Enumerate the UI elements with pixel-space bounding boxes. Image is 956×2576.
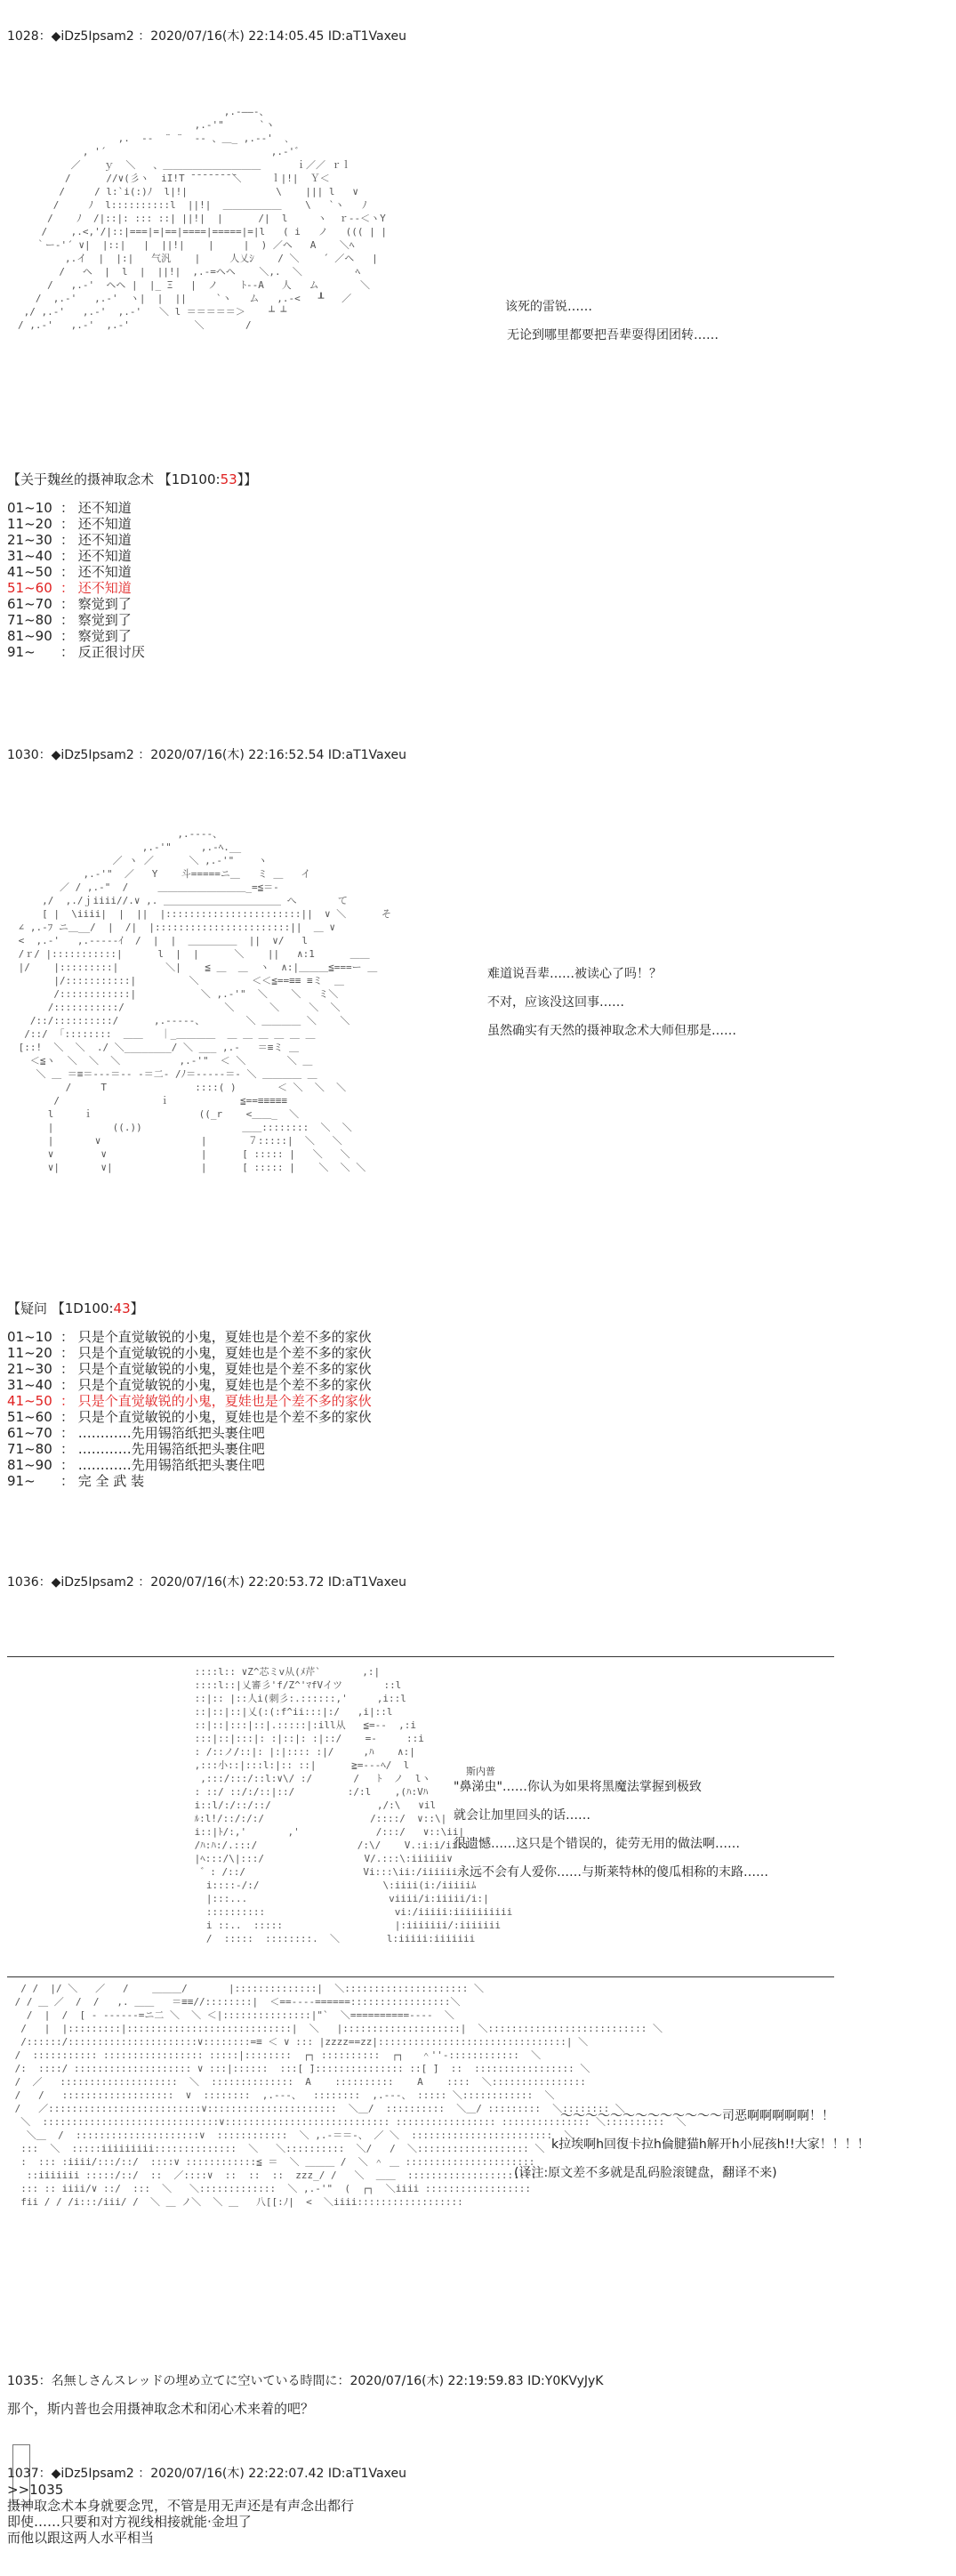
dice-row-hit: 51~60 ： 还不知道 xyxy=(7,580,132,596)
dice-row: 91~ ： 反正很讨厌 xyxy=(7,644,145,660)
dice-row: 81~90 ： …………先用锡箔纸把头裹住吧 xyxy=(7,1457,265,1473)
dice-row: 21~30 ： 只是个直觉敏锐的小鬼，夏娃也是个差不多的家伙 xyxy=(7,1361,372,1377)
divider xyxy=(7,1976,834,1977)
dialog-line: "鼻涕虫"……你认为如果将黑魔法掌握到极致 xyxy=(454,1780,702,1794)
dice-row-hit: 41~50 ： 只是个直觉敏锐的小鬼，夏娃也是个差不多的家伙 xyxy=(7,1393,372,1409)
dice-result: 43 xyxy=(113,1300,131,1316)
dialog-line: 难道说吾辈……被读心了吗！？ xyxy=(487,967,662,981)
dice-row: 71~80 ： 察觉到了 xyxy=(7,612,132,628)
ascii-art-character: ::::l:: ∨Z^芯ミv从(ﾒ芹` ,:| ::::l::|乂審彡'f/Z^'ﾏfVイツ ::l ::|:: |::人i(刺彡:.::::::,' ,i::l ::|::|::|乂(:(:f^ii:::|:/ ,i|::l ::|::|:::|::|.:::::|:ill从 ≦=-‐ ,:i :::|::|:::|: :|::|: :|::/ =‐ ::i : /::ノ/::|: |:|:::: :|/ ,ﾊ ∧:| ,:::小::|:::l:|:: ::| ≧=-‐-ﾍ/ l ,:::/:::/::l:∨\/ :/ / ﾄ ノ lヽ : ::/ ::/:/::|::/ :/:l ,(ﾊ:Vﾊ i::l/:/::/::/ ,/:\ ∨il ﾙ:l!/::/:/:/ /::::/ ∨::\| i::|ﾄ/:,' ,' /:::/ ∨::\ii| /ﾊ:ﾊ:/.:::/ /:\/ V.:i:i/ii:i |ﾍ:::/\|:::/ V/.:::\:iiiiii∨ ゛: /::/ Vi:::\ii:/iiiiii i::::-/:/ \:iiii(i:/iiiiiﾑ |:::... viiii/i:iiiii/i:| :::::::::: vi:/iiiii:iiiiiiiiii i ::.. ::::: |:iiiiiii/:iiiiiii / ::::: ::::::::. ＼ l:iiiii:iiiiiii xyxy=(194,1666,513,1944)
translator-note: (译注:原文差不多就是乱码脸滚键盘，翻译不来) xyxy=(514,2166,777,2180)
dice-roll-block xyxy=(7,1300,372,1489)
dice-row: 01~10 ： 还不知道 xyxy=(7,500,132,516)
dice-row: 71~80 ： …………先用锡箔纸把头裹住吧 xyxy=(7,1441,265,1457)
dialog-box xyxy=(514,2106,870,2192)
dialog-line: ～～～～～～～～～～～～～司恶啊啊啊啊啊！！ xyxy=(560,2109,834,2123)
dialog-line: k拉埃啊h回復卡拉h倫腱猫h解开h小屁孩h!!大家！！！！ xyxy=(551,2137,870,2152)
post-header: 1035：名無しさんスレッドの埋め立てに空いている時間に：2020/07/16(木) 22:19:59.83 ID:Y0KVyJyK xyxy=(7,2374,604,2388)
dice-row: 31~40 ： 还不知道 xyxy=(7,548,132,564)
reader-comment: 那个，斯内普也会用摄神取念术和闭心术来着的吧？ xyxy=(7,2401,315,2417)
dice-row: 11~20 ： 只是个直觉敏锐的小鬼，夏娃也是个差不多的家伙 xyxy=(7,1345,372,1361)
dice-row: 41~50 ： 还不知道 xyxy=(7,564,132,580)
post-line: 摄神取念术本身就要念咒，不管是用无声还是有声念出都行 xyxy=(7,2498,355,2514)
dice-title: 【疑问 【1D100:43】 xyxy=(7,1300,144,1316)
ascii-art-character: / / |/ ＼ ／ / ＿＿＿/ |::::::::::::::| ＼::::::::::::::::::::: ＼ / / ＿ ／ / / ,. ＿＿ ＝≡≡//::::::::| ＜==‐‐‐-======:::::::::::::::::＼ / | / [ ‐ ‐‐‐‐‐-=ニ二 ＼ ＼ ＜|:::::::::::::::|"` ＼==========‐‐‐- ＼ / | |:::::::::|::::::::::::::::::::::::::::| ＼ |::::::::::::::::::::| ＼::::::::::::::::::::::::::: ＼ /::::::/::::::::::::::::::::::∨::::::::=≡ ＜ ∨ ::: |zzzz==zz|::::::::::::::::::::::::::::::::| ＼ / ::::::::::: ::::::::::::::::: :::::|:::::::: ┌┐ :::::::::: ┌┐ ＾''-:::::::::::: ＼ /: ::::/ :::::::::::::::::::: ∨ :::|:::::: :::[ ̄]::::::::::::::: ::[ ̄] :: ::::::::::::::::: ＼ / ／ :::::::::::::::::::: ＼ :::::::::::::: A :::::::::: A :::: ＼:::::::::::::::: / / ::::::::::::::::::: ∨ :::::::: ,.-‐-、 :::::::: ,.-‐-、 ::::: ＼:::::::::::: ＼ / ／::::::::::::::::::::::::::∨:::::::::::::::::::::: ＼＿/ :::::::::: ＼＿/ ::::::::: ＼:::::::: ＼ ＼ ::::::::::::::::::::::::::::::∨:::::::::::::::::::::::::::: ::::::::::::::::: ::::::::::::::: ＼:::::::::: ＼ ＼＿ / :::::::::::::::::::::∨ :::::::::::: ＼ ,.-＝＝-、 ／ ＼ :::::::::::::::::::::::: ＼ ::: ＼ :::::iiiiiiiii:::::::::::::: ＼ ＼:::::::::: ＼/ / ＼::::::::::::::::::: ＼ : ::: :iiii/:::/::/ ::::∨ ::::::::::::≦ ＝ ＼ ＿＿＿ / ＼ ＾ ＿ :::::::::::::::::::::: ::iiiiiii :::::/::/ :: ／::::∨ :: :: :: zzz_/ / ＼ ＿＿ :::::::::::::::::::::: ::: :: iiii/∨ ::/ ::: ＼ ＼::::::::::::: ＼ ,.-'" ( ┌┐ ＼iiii :::::::::::::::::: fii / / /i:::/iii/ / ＼ ＿ ノ＼ ＼ ＿ 八[[:ﾉ| < ＼iiii:::::::::::::::::: xyxy=(14,1983,687,2208)
dice-row: 61~70 ： 察觉到了 xyxy=(7,596,132,612)
dice-row: 81~90 ： 察觉到了 xyxy=(7,628,132,644)
dialog-line: 不对，应该没这回事…… xyxy=(487,995,624,1010)
dialog-line: 无论到哪里都要把吾辈耍得团团转…… xyxy=(507,328,719,342)
reply-reference[interactable]: >>1035 xyxy=(7,2482,64,2498)
dice-title: 【关于魏丝的摄神取念术 【1D100:53】】 xyxy=(7,471,258,487)
dialog-line: 该死的雷锐…… xyxy=(505,300,592,314)
dice-row: 51~60 ： 只是个直觉敏锐的小鬼，夏娃也是个差不多的家伙 xyxy=(7,1409,372,1425)
dice-row: 61~70 ： …………先用锡箔纸把头裹住吧 xyxy=(7,1425,265,1441)
post-body xyxy=(7,2498,354,2546)
dialog-box xyxy=(487,964,736,1050)
post-header: 1028：◆iDz5Ipsam2 ：2020/07/16(木) 22:14:05.45 ID:aT1Vaxeu xyxy=(7,29,406,44)
dice-roll-block xyxy=(7,471,257,660)
post-header: 1030：◆iDz5Ipsam2 ：2020/07/16(木) 22:16:52.54 ID:aT1Vaxeu xyxy=(7,748,406,762)
post-header: 1037：◆iDz5Ipsam2 ：2020/07/16(木) 22:22:07.42 ID:aT1Vaxeu xyxy=(7,2467,406,2481)
ascii-art-character: ,.-——-、 ,.-'" `ヽ ,. -‐ ¨ ¨ ‐- 、＿_ ,.-‐' ､ , '´ ,.-'゛ ／ ｙ ＼ 、＿＿＿＿＿＿＿＿＿＿ ｉ／／ ｒｌ / //∨(彡ヽ iI!T ̄ ̄ ̄ ̄ ̄ ̄ ̄ ̄＼ ｌ|!| Ｙ＜ / / l:`i(:)ﾉ l|!| \ ||| l ∨ / ﾉ l::::::::::l ||!| ＿＿＿＿＿＿ \ `ヽ ﾉ / ﾉ /|::|: ::: ::| ||!| | /| l ヽ ｒ‐‐＜ヽY / ,.<,'/|::|===|=|==|====|=====|=|l ( i ノ ((( | | ｀ー‐'´ ∨| |::| | ||!| | | ) ／ヘ A ＼ﾍ ,.イ | |:| 气汎 | 人乂ｼ / ＼ ´ ／ヘ | / ヘ | l | ||!| ,.-=ヘヘ ＼,. ＼ ﾍ / ,.-' ヘヘ | |_ Ξ | ノ ﾄ--A 人 ム ＼ / ,.-' ,.-' ヽ| | || `ヽ ム ,.-< ┸ ／ ,/ ,.-' ,.-' ,.-' ＼ l ＝＝＝＝＝＞ ┴ ┴ / ,.-' ,.-' ,.-' ＼ / xyxy=(18,106,387,331)
dice-row: 21~30 ： 还不知道 xyxy=(7,532,132,548)
dice-row: 31~40 ： 只是个直觉敏锐的小鬼，夏娃也是个差不多的家伙 xyxy=(7,1377,372,1393)
dice-row: 11~20 ： 还不知道 xyxy=(7,516,132,532)
dialog-line: 就会让加里回头的话…… xyxy=(454,1808,590,1823)
post-line: 而他以跟这两人水平相当 xyxy=(7,2530,155,2546)
dialog-box xyxy=(505,297,719,354)
post-header: 1036：◆iDz5Ipsam2 ：2020/07/16(木) 22:20:53.72 ID:aT1Vaxeu xyxy=(7,1575,406,1590)
dice-row: 91~ ： 完 全 武 装 xyxy=(7,1473,145,1489)
dialog-line: 永远不会有人爱你……与斯莱特林的傻瓜相称的末路…… xyxy=(457,1865,768,1880)
dialog-line: 虽然确实有天然的摄神取念术大师但那是…… xyxy=(487,1024,736,1038)
speaker-label: 斯内普 xyxy=(466,1766,495,1777)
dice-result: 53 xyxy=(220,471,237,487)
divider xyxy=(7,1656,834,1657)
dialog-line: 很遗憾……这只是个错误的，徒劳无用的做法啊…… xyxy=(454,1837,740,1851)
dice-row: 01~10 ： 只是个直觉敏锐的小鬼，夏娃也是个差不多的家伙 xyxy=(7,1329,372,1345)
ascii-art-character: ,.-‐‐-、 ,.-'" ,.-ﾍ.__ ／ ヽ ／ ＼ ,.-'" ヽ ,.-'" ／ Y 斗=====ニ＿ ミ ＿ イ ／ / ,.-" / ＿＿＿＿＿＿＿＿＿_=≦＝‐ ,/ ,./ｊiiii//.∨ ,. ＿＿＿＿＿＿＿＿＿＿＿＿ へ て [ | \iiii| | || |:::::::::::::::::::::::|| ∨ ＼ そ ∠ ,.-ﾌ ニ＿__/ | /| |:::::::::::::::::::::::|| ＿ ∨ < ,.-' ,.-----ｲ / | | ＿＿＿＿＿ || ∨/ l /ｒ/ |:::::::::::| l | | ＼ || ∧:1 ＿＿ |/ |:::::::::| ＼| ≦ ＿ ＿ ヽ ∧:|＿＿＿≦===ー ＿ |/:::::::::::| ＼ ＜＜≦==≡≡ ≡ミ ＿ /::::::::::::| ＼ ,.-'" ＼ ＼ ミ＼ /:::::::::::/ ＼ ＼ ＼ ＼ /::/::::::::::/ ,.-‐‐‐-、 ＼ ＿＿＿＿ ＼ ＼ /::/ ｢:::::::: ＿＿ ｜_＿＿＿＿ ＿ ＿ ＿ ＿ ＿ ＿ [::! ＼ ＼ ./ ＼________/ ＼ ___ ,.- ＝≡ミ ＿ ＜≦ヽ ＼ ＼ ＼ ,.-'" ＜ ＼ ＼ ＿ ＼ ＿ ＝≡＝‐‐‐＝‐- ‐＝二‐ /ﾉ＝‐‐‐‐‐＝‐ ＼ ＿＿＿＿ ＿ / T ::::( ) ＜ ＼ ＼ ＼ / ｉ ≦==≡≡≡≡≡ l ｉ ((_r <＿＿_ ＼ | ((.)) ＿＿:::::::: ＼ ＼ | ∨ | ７:::::| ＼ ＼ ∨ ∨ | [ ::::: | ＼ ＼ ∨| ∨| | [ ::::: | ＼ ＼ ＼ xyxy=(18,828,391,1173)
post-line: 即使……只要和对方视线相接就能·金坦了 xyxy=(7,2514,252,2530)
dialog-box xyxy=(454,1777,768,1891)
